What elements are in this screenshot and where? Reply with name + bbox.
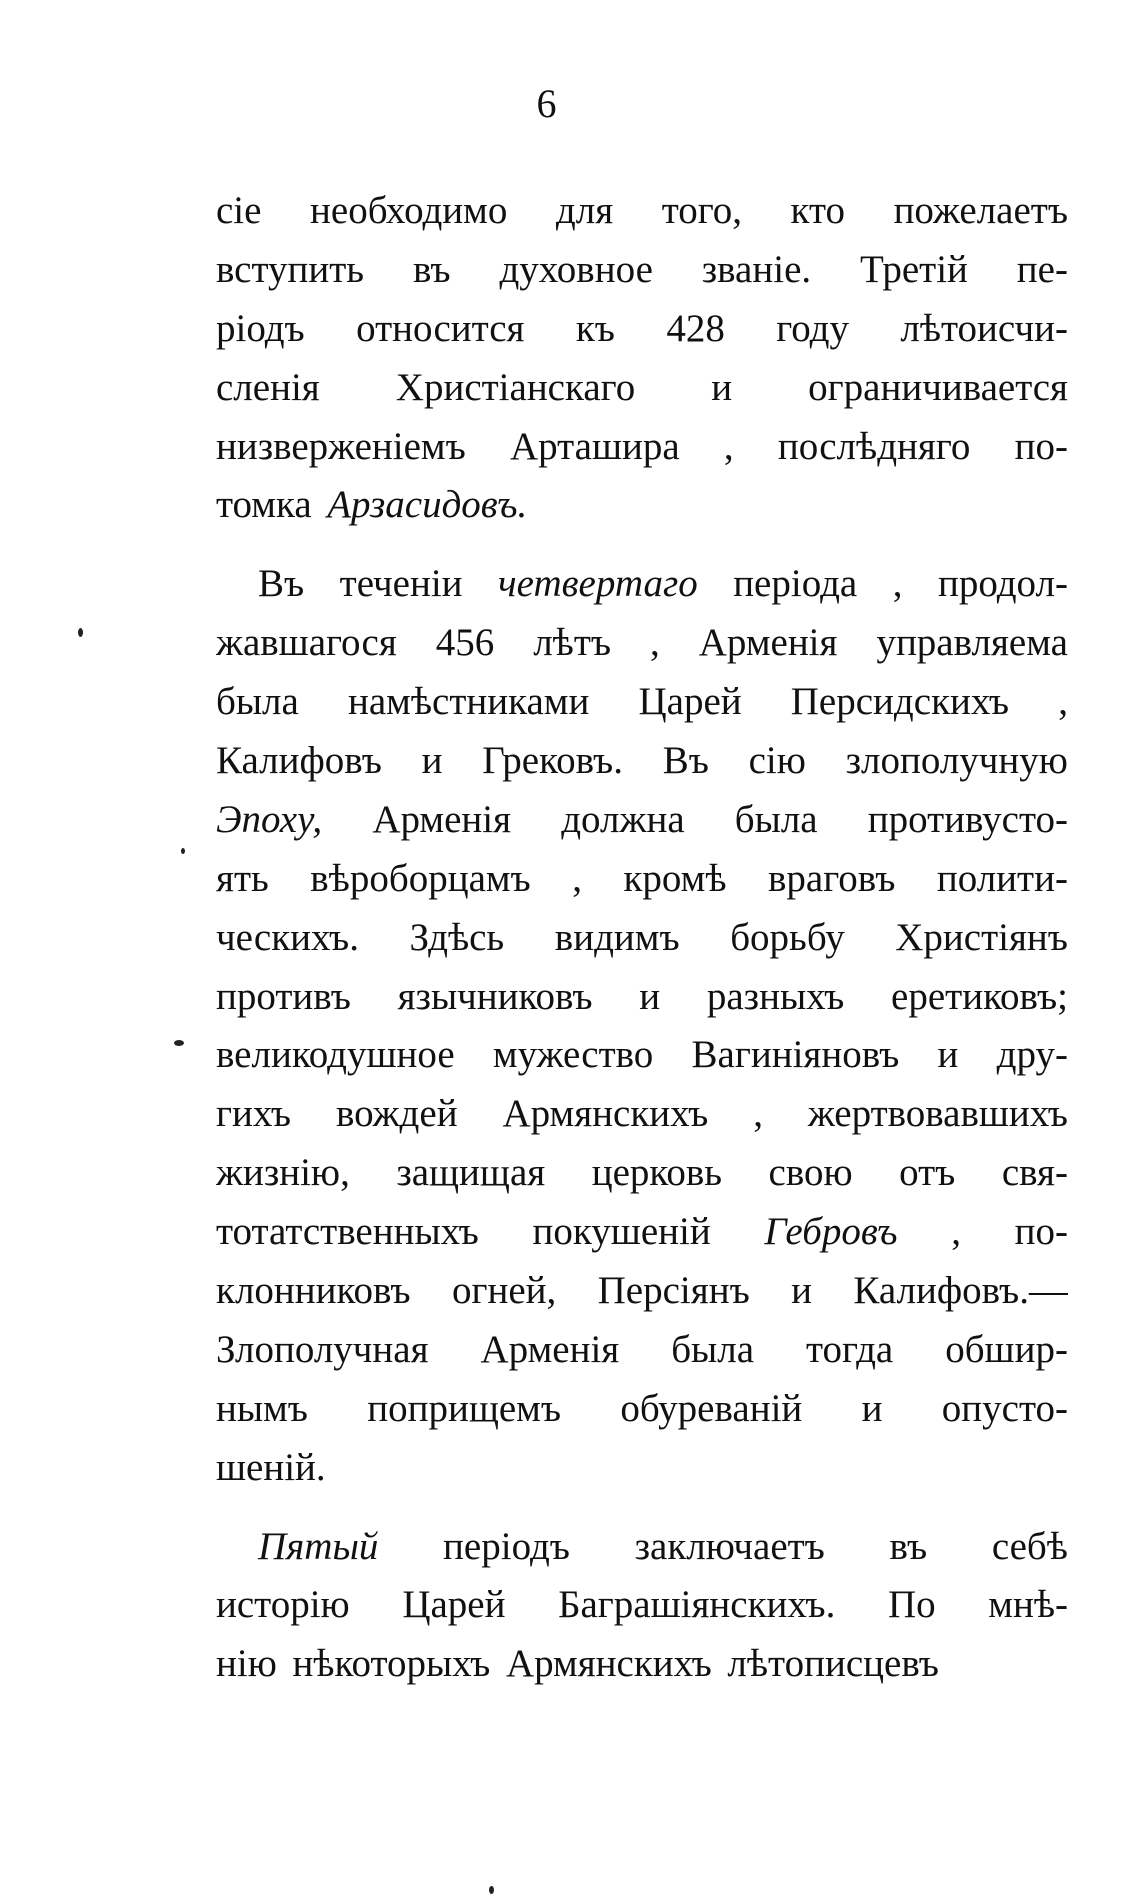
text-line [216,732,1068,791]
word: полити- [936,856,1068,900]
text-line [216,1262,1068,1321]
page-number: 6 [536,81,557,126]
word: Калифовъ.— [853,1269,1068,1313]
word: вѣроборцамъ [310,856,531,900]
word: мужество [492,1033,654,1077]
text-line [216,909,1068,968]
word: покушеній [532,1210,711,1254]
word: , [723,424,734,468]
word: Арташира [509,424,680,468]
word: лѣтъ [533,621,612,665]
word: должна [561,797,685,841]
word: того, [661,189,742,232]
word: пе- [1016,247,1068,291]
word: Персидскихъ [790,680,1010,724]
word: Царей [638,680,742,724]
margin-speck [489,1886,494,1894]
text-line [216,1635,1068,1694]
word: , [572,856,582,900]
word: , [1058,680,1068,724]
word: періода [733,562,858,606]
word: Въ [662,739,709,783]
word: 456 [435,621,495,665]
word: заключаетъ [634,1524,825,1568]
word: по- [1014,1210,1068,1254]
text-line [216,1203,1068,1262]
word: гихъ [216,1092,292,1136]
word: Арменія [372,797,512,841]
word: въ [412,247,451,291]
word: клонниковъ [216,1269,411,1313]
word: низверженіемъ [216,424,466,468]
word: относится [356,306,525,350]
word: поприщемъ [367,1386,562,1430]
text-line [216,182,1068,241]
text-line [216,359,1068,418]
word: По [887,1583,936,1627]
word: была [734,797,818,841]
margin-speck [78,628,83,637]
word: лѣтописцевъ [727,1642,939,1686]
word: ческихъ. [216,915,359,959]
word: для [555,189,614,232]
word: теченіи [339,562,463,606]
word: жертвовавшихъ [807,1092,1068,1136]
body-text [216,182,1068,1694]
word: борьбу [730,915,845,959]
text-line [216,1321,1068,1380]
word: по- [1014,424,1068,468]
word: Христіанскаго [395,365,636,409]
text-line [216,1085,1068,1144]
word: видимъ [554,915,680,959]
word: кромѣ [623,856,727,900]
text-line [216,1026,1068,1085]
word: Грековъ. [482,739,623,783]
word: жавшагося [216,621,397,665]
word: Баграшіянскихъ. [558,1583,836,1627]
word: опусто- [941,1386,1068,1430]
text-line [216,1144,1068,1203]
word: огней, [451,1269,557,1313]
word: Гебровъ [764,1210,898,1254]
word: враговъ [768,856,896,900]
word: противъ [216,974,351,1018]
text-line [216,850,1068,909]
word: , [650,621,660,665]
word: четвертаго [498,562,698,606]
text-line [216,791,1068,850]
word: и [639,974,661,1018]
word: Арменія [480,1327,620,1371]
paragraph-gap [216,535,1068,555]
word: дру- [996,1033,1068,1077]
word: , [951,1210,961,1254]
word: нію [216,1642,277,1686]
word: Злополучная [216,1327,429,1371]
word: разныхъ [706,974,845,1018]
word: отъ [899,1151,956,1195]
word: лѣтоисчи- [900,306,1068,350]
word: Въ [258,562,305,606]
word: нымъ [216,1386,308,1430]
word: злополучную [845,739,1068,783]
word: была [671,1327,755,1371]
word: году [776,306,849,350]
word: Здѣсь [409,915,505,959]
word: пожелаетъ [893,189,1068,232]
word: вступить [216,247,365,291]
word: продол- [937,562,1068,606]
word: духовное [499,247,653,291]
word: себѣ [991,1524,1068,1568]
text-line [216,476,1068,535]
word: Третій [860,247,968,291]
word: вождей [335,1092,458,1136]
word: Христіянъ [895,915,1068,959]
word: Армянскихъ [505,1642,712,1686]
paragraph [216,555,1068,1497]
word: тотатственныхъ [216,1210,479,1254]
word: великодушное [216,1033,455,1077]
word: томка [216,483,312,527]
word: и [937,1033,959,1077]
word: язычниковъ [397,974,593,1018]
word: , [892,562,903,606]
word: Царей [402,1583,506,1627]
text-line [216,241,1068,300]
word: сію [748,739,806,783]
word: и [421,739,443,783]
word: 428 [666,306,725,350]
word: была [216,680,299,724]
word: еретиковъ; [891,974,1068,1018]
word: Персіянъ [597,1269,750,1313]
margin-speck [181,848,185,854]
word: свою [768,1151,853,1195]
text-line [216,1518,1068,1577]
word: сіе [216,189,262,232]
word: ріодъ [216,306,305,350]
paragraph [216,182,1068,535]
word: защищая [396,1151,546,1195]
word: въ [889,1524,928,1568]
text-line [216,1439,1068,1498]
word: тогда [806,1327,894,1371]
word: мнѣ- [988,1583,1068,1627]
word: Армянскихъ [502,1092,709,1136]
word: церковь [591,1151,723,1195]
text-line [216,555,1068,614]
text-line [216,1380,1068,1439]
word: обуреваній [620,1386,803,1430]
word: управляема [876,621,1068,665]
text-line [216,300,1068,359]
word: Пятый [258,1524,379,1568]
word: періодъ [443,1524,570,1568]
text-line [216,1576,1068,1635]
word: свя- [1001,1151,1068,1195]
word: и [861,1386,883,1430]
word: нѣкоторыхъ [292,1642,491,1686]
word: сленія [216,365,320,409]
text-line [216,968,1068,1027]
word: Калифовъ [216,739,382,783]
text-line [216,673,1068,732]
word: намѣстниками [347,680,590,724]
text-line [216,614,1068,673]
word: жизнію, [216,1151,350,1195]
word: обшир- [945,1327,1068,1371]
word: шеній. [216,1445,326,1489]
word: къ [575,306,615,350]
word: противусто- [867,797,1068,841]
word: Арзасидовъ. [327,483,528,527]
word: и [711,365,733,409]
word: Вагиніяновъ [691,1033,900,1077]
margin-speck [174,1040,184,1046]
word: и [791,1269,812,1313]
word: необходимо [310,189,508,232]
word: кто [790,189,846,232]
paragraph-gap [216,1498,1068,1518]
text-line [216,418,1068,477]
word: исторію [216,1583,350,1627]
word: послѣдняго [777,424,971,468]
word: Эпоху, [216,797,323,841]
word: званіе. [701,247,812,291]
paragraph [216,1518,1068,1695]
word: ограничивается [808,365,1068,409]
word: Арменія [698,621,838,665]
word: ять [216,856,269,900]
word: , [753,1092,763,1136]
